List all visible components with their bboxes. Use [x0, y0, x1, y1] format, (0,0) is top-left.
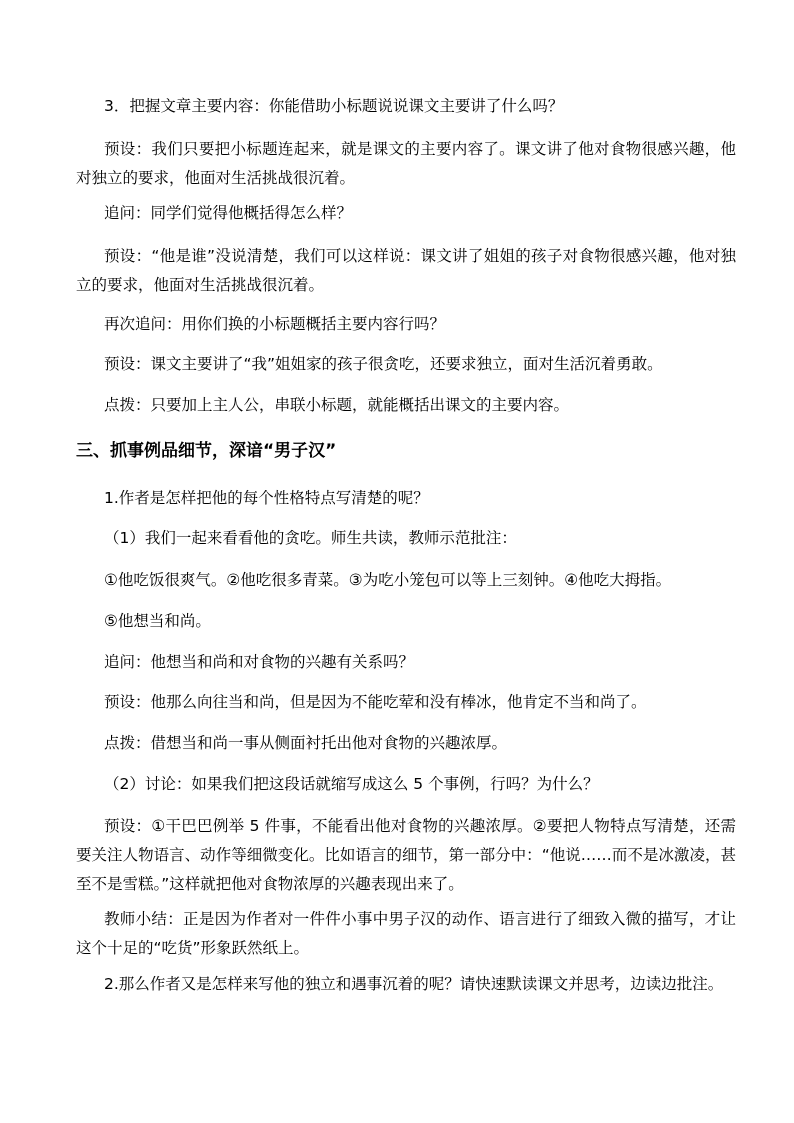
paragraph-annotations: ①他吃饭很爽气。②他吃很多青菜。③为吃小笼包可以等上三刻钟。④他吃大拇指。 — [104, 571, 672, 589]
paragraph-guidance-2: 点拨：借想当和尚一事从侧面衬托出他对食物的兴趣浓厚。 — [104, 734, 508, 752]
section-heading: 三、抓事例品细节，深谙“男子汉” — [76, 441, 337, 461]
paragraph-preset-5: 预设：①干巴巴例举 5 件事，不能看出他对食物的兴趣浓厚。②要把人物特点写清楚，还需要关注人物语言、动作等细微变化。比如语言的细节，第一部分中：“他说……而不是冰激凌，甚至不是雪糕。”这样就把他对食物浓厚的兴趣表现出来了。 — [76, 817, 736, 893]
paragraph-follow-up-3: 追问：他想当和尚和对食物的兴趣有关系吗？ — [104, 653, 415, 671]
paragraph-annotation-5: ⑤他想当和尚。 — [104, 612, 211, 630]
paragraph-question-1: 1.作者是怎样把他的每个性格特点写清楚的呢？ — [104, 489, 429, 507]
paragraph-follow-up-1: 追问：同学们觉得他概括得怎么样？ — [104, 204, 353, 222]
paragraph-discussion: （2）讨论：如果我们把这段话就缩写成这么 5 个事例，行吗？为什么？ — [104, 775, 599, 793]
paragraph-preset-4: 预设：他那么向往当和尚，但是因为不能吃荤和没有棒冰，他肯定不当和尚了。 — [104, 693, 647, 711]
paragraph-preset-1: 预设：我们只要把小标题连起来，就是课文的主要内容了。课文讲了他对食物很感兴趣，他对独立的要求，他面对生活挑战很沉着。 — [76, 140, 736, 187]
paragraph-guidance-1: 点拨：只要加上主人公，串联小标题，就能概括出课文的主要内容。 — [104, 396, 570, 414]
paragraph-preset-3: 预设：课文主要讲了“我”姐姐家的孩子很贪吃，还要求独立，面对生活沉着勇敢。 — [104, 355, 663, 373]
paragraph-preset-2: 预设：“他是谁”没说清楚，我们可以这样说：课文讲了姐姐的孩子对食物很感兴趣，他对独立的要求，他面对生活挑战很沉着。 — [76, 247, 736, 294]
paragraph-shared-reading: （1）我们一起来看看他的贪吃。师生共读，教师示范批注： — [104, 529, 517, 547]
paragraph-question-2: 2.那么作者又是怎样来写他的独立和遇事沉着的呢？请快速默读课文并思考，边读边批注。 — [104, 975, 724, 993]
paragraph-main-content-question: 3．把握文章主要内容：你能借助小标题说说课文主要讲了什么吗？ — [104, 97, 564, 115]
paragraph-follow-up-2: 再次追问：用你们换的小标题概括主要内容行吗？ — [104, 315, 446, 333]
paragraph-teacher-summary: 教师小结：正是因为作者对一件件小事中男子汉的动作、语言进行了细致入微的描写，才让这个十足的“吃货”形象跃然纸上。 — [76, 910, 736, 957]
